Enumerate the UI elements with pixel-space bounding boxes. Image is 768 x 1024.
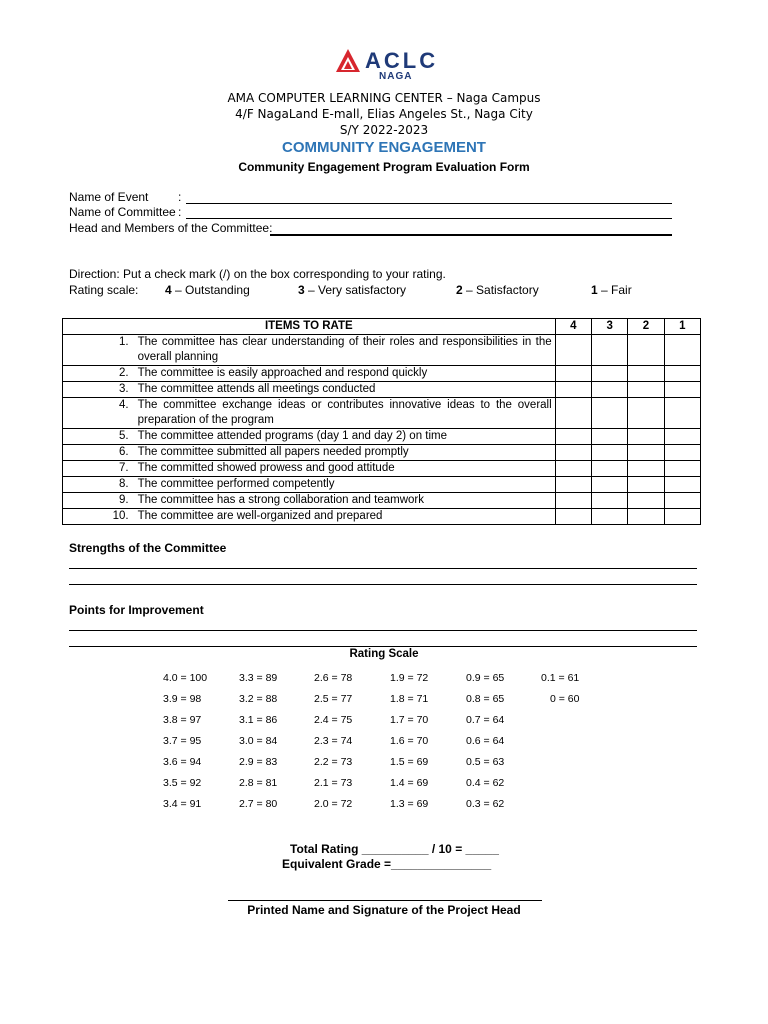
table-row — [63, 429, 701, 445]
scale-entry: 0.3 = 62 — [466, 798, 505, 810]
scale-entry: 1.3 = 69 — [390, 798, 429, 810]
table-row — [63, 445, 701, 461]
scale-entry: 1.8 = 71 — [390, 693, 429, 705]
committee-colon: : — [178, 205, 182, 219]
rating-checkbox-3[interactable] — [591, 509, 627, 525]
rating-checkbox-1[interactable] — [664, 461, 700, 477]
event-label: Name of Event — [69, 190, 149, 204]
rating-checkbox-3[interactable] — [591, 429, 627, 445]
logo-mark-icon — [335, 48, 361, 74]
improvement-line-2[interactable] — [69, 646, 697, 647]
scale-entry: 0.4 = 62 — [466, 777, 505, 789]
rating-checkbox-4[interactable] — [555, 445, 591, 461]
scale-entry: 1.6 = 70 — [390, 735, 429, 747]
item-number: 9. — [63, 493, 135, 509]
table-row — [63, 493, 701, 509]
table-row — [63, 477, 701, 493]
direction-text: Direction: Put a check mark (/) on the box corresponding to your rating. — [69, 267, 446, 281]
item-number: 10. — [63, 509, 135, 525]
scale-entry: 2.4 = 75 — [314, 714, 353, 726]
scale-entry: 3.3 = 89 — [239, 672, 278, 684]
rating-checkbox-3[interactable] — [591, 335, 627, 366]
rating-checkbox-3[interactable] — [591, 445, 627, 461]
scale-entry: 2.0 = 72 — [314, 798, 353, 810]
table-row — [63, 461, 701, 477]
rating-checkbox-1[interactable] — [664, 382, 700, 398]
scale-entry: 2.3 = 74 — [314, 735, 353, 747]
item-number: 2. — [63, 366, 135, 382]
items-to-rate-header: ITEMS TO RATE — [63, 319, 556, 335]
rating-checkbox-4[interactable] — [555, 477, 591, 493]
scale-entry: 0.1 = 61 — [541, 672, 580, 684]
rating-checkbox-3[interactable] — [591, 461, 627, 477]
scale-entry: 3.1 = 86 — [239, 714, 278, 726]
table-header-row — [63, 319, 701, 335]
col-1-header: 1 — [664, 319, 700, 335]
rating-checkbox-2[interactable] — [628, 398, 664, 429]
table-row — [63, 335, 701, 366]
event-colon: : — [178, 190, 182, 204]
rating-checkbox-3[interactable] — [591, 398, 627, 429]
rating-checkbox-1[interactable] — [664, 398, 700, 429]
rating-checkbox-2[interactable] — [628, 493, 664, 509]
scale-entry: 1.4 = 69 — [390, 777, 429, 789]
item-text: The committee attended programs (day 1 and day 2) on time — [135, 429, 556, 445]
rating-checkbox-3[interactable] — [591, 493, 627, 509]
rating-scale-3: 3 – Very satisfactory — [298, 283, 407, 297]
table-row — [63, 398, 701, 429]
rating-table — [62, 318, 701, 525]
rating-checkbox-1[interactable] — [664, 509, 700, 525]
item-text: The committee has a strong collaboration and teamwork — [135, 493, 556, 509]
rating-checkbox-2[interactable] — [628, 477, 664, 493]
rating-checkbox-4[interactable] — [555, 335, 591, 366]
scale-entry: 2.2 = 73 — [314, 756, 353, 768]
rating-checkbox-4[interactable] — [555, 382, 591, 398]
rating-checkbox-1[interactable] — [664, 477, 700, 493]
scale-entry: 3.5 = 92 — [163, 777, 202, 789]
scale-entry: 0.5 = 63 — [466, 756, 505, 768]
scale-entry: 3.8 = 97 — [163, 714, 202, 726]
scale-entry: 2.5 = 77 — [314, 693, 353, 705]
rating-checkbox-3[interactable] — [591, 477, 627, 493]
rating-checkbox-3[interactable] — [591, 366, 627, 382]
committee-label: Name of Committee — [69, 205, 176, 219]
rating-checkbox-2[interactable] — [628, 366, 664, 382]
rating-checkbox-4[interactable] — [555, 366, 591, 382]
logo-text: ACLC — [365, 48, 439, 73]
col-2-header: 2 — [628, 319, 664, 335]
rating-checkbox-4[interactable] — [555, 509, 591, 525]
scale-entry: 0 = 60 — [550, 693, 580, 705]
item-number: 3. — [63, 382, 135, 398]
rating-checkbox-2[interactable] — [628, 461, 664, 477]
strengths-line-1[interactable] — [69, 568, 697, 569]
strengths-label: Strengths of the Committee — [69, 541, 227, 555]
scale-entry: 1.9 = 72 — [390, 672, 429, 684]
item-text: The committee exchange ideas or contributes innovative ideas to the overall preparation of the program — [135, 398, 556, 429]
scale-entry: 0.6 = 64 — [466, 735, 505, 747]
rating-scale-1: 1 – Fair — [591, 283, 632, 297]
signature-line[interactable] — [228, 900, 542, 901]
school-year: S/Y 2022-2023 — [339, 123, 429, 137]
table-row — [63, 382, 701, 398]
item-number: 8. — [63, 477, 135, 493]
item-text: The committee attends all meetings conducted — [135, 382, 556, 398]
rating-checkbox-1[interactable] — [664, 445, 700, 461]
rating-checkbox-4[interactable] — [555, 461, 591, 477]
rating-checkbox-2[interactable] — [628, 382, 664, 398]
rating-scale-label: Rating scale: — [69, 283, 139, 297]
rating-checkbox-1[interactable] — [664, 493, 700, 509]
aclc-logo — [335, 46, 439, 86]
rating-checkbox-1[interactable] — [664, 366, 700, 382]
equivalent-grade[interactable]: Equivalent Grade =_______________ — [282, 857, 492, 871]
scale-entry: 1.5 = 69 — [390, 756, 429, 768]
col-4-header: 4 — [555, 319, 591, 335]
improvement-label: Points for Improvement — [69, 603, 204, 617]
item-number: 6. — [63, 445, 135, 461]
improvement-line-1[interactable] — [69, 630, 697, 631]
item-number: 5. — [63, 429, 135, 445]
scale-entry: 3.4 = 91 — [163, 798, 202, 810]
rating-checkbox-1[interactable] — [664, 429, 700, 445]
scale-entry: 1.7 = 70 — [390, 714, 429, 726]
members-field[interactable] — [270, 234, 672, 236]
rating-checkbox-2[interactable] — [628, 445, 664, 461]
item-number: 1. — [63, 335, 135, 366]
school-address: 4/F NagaLand E-mall, Elias Angeles St., Naga City — [235, 107, 533, 121]
committee-field[interactable] — [186, 218, 672, 219]
rating-checkbox-3[interactable] — [591, 382, 627, 398]
rating-checkbox-4[interactable] — [555, 398, 591, 429]
scale-entry: 2.9 = 83 — [239, 756, 278, 768]
scale-entry: 2.7 = 80 — [239, 798, 278, 810]
table-row — [63, 509, 701, 525]
scale-entry: 3.0 = 84 — [239, 735, 278, 747]
logo-subtext: NAGA — [379, 71, 413, 82]
scale-entry: 4.0 = 100 — [163, 672, 208, 684]
scale-entry: 2.8 = 81 — [239, 777, 278, 789]
item-text: The committed showed prowess and good attitude — [135, 461, 556, 477]
item-text: The committee are well-organized and prepared — [135, 509, 556, 525]
scale-entry: 2.1 = 73 — [314, 777, 353, 789]
col-3-header: 3 — [591, 319, 627, 335]
rating-checkbox-1[interactable] — [664, 335, 700, 366]
rating-checkbox-4[interactable] — [555, 429, 591, 445]
members-label: Head and Members of the Committee: — [69, 221, 273, 235]
item-text: The committee has clear understanding of their roles and responsibilities in the overall planning — [135, 335, 556, 366]
total-rating[interactable]: Total Rating __________ / 10 = _____ — [290, 842, 499, 856]
page-subtitle: Community Engagement Program Evaluation Form — [238, 160, 530, 174]
scale-entry: 3.7 = 95 — [163, 735, 202, 747]
strengths-line-2[interactable] — [69, 584, 697, 585]
scale-entry: 2.6 = 78 — [314, 672, 353, 684]
rating-scale-title: Rating Scale — [349, 648, 419, 660]
event-field[interactable] — [186, 203, 672, 204]
scale-entry: 0.7 = 64 — [466, 714, 505, 726]
page-title: COMMUNITY ENGAGEMENT — [282, 139, 486, 156]
scale-entry: 3.6 = 94 — [163, 756, 202, 768]
item-text: The committee is easily approached and respond quickly — [135, 366, 556, 382]
rating-checkbox-2[interactable] — [628, 509, 664, 525]
scale-entry: 3.9 = 98 — [163, 693, 202, 705]
signature-label: Printed Name and Signature of the Project Head — [247, 903, 521, 917]
scale-entry: 0.9 = 65 — [466, 672, 505, 684]
rating-checkbox-2[interactable] — [628, 429, 664, 445]
item-number: 7. — [63, 461, 135, 477]
rating-scale-4: 4 – Outstanding — [165, 283, 250, 297]
rating-checkbox-4[interactable] — [555, 493, 591, 509]
item-text: The committee submitted all papers needed promptly — [135, 445, 556, 461]
item-number: 4. — [63, 398, 135, 429]
scale-entry: 3.2 = 88 — [239, 693, 278, 705]
rating-scale-2: 2 – Satisfactory — [456, 283, 539, 297]
rating-checkbox-2[interactable] — [628, 335, 664, 366]
item-text: The committee performed competently — [135, 477, 556, 493]
table-row — [63, 366, 701, 382]
school-name: AMA COMPUTER LEARNING CENTER – Naga Campus — [227, 91, 541, 105]
scale-entry: 0.8 = 65 — [466, 693, 505, 705]
